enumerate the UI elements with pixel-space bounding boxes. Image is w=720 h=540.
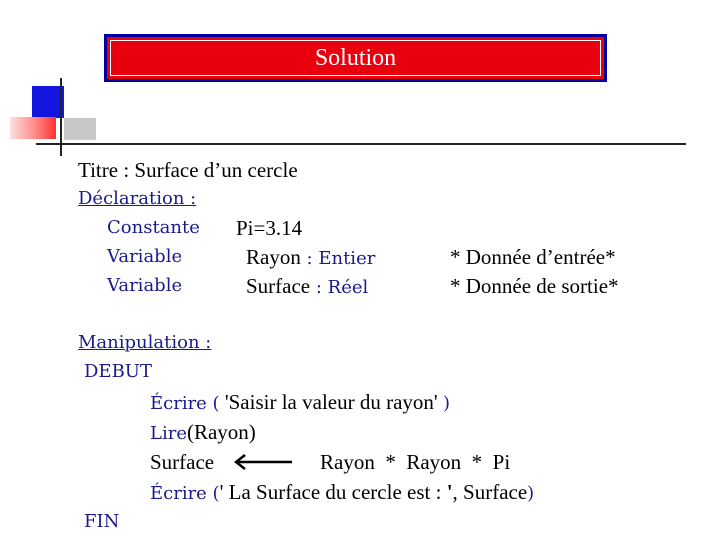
- ecrire1-close: ): [442, 393, 450, 414]
- ecrire1-text: 'Saisir la valeur du rayon': [219, 390, 443, 414]
- variable-decl-2: [246, 274, 368, 300]
- deco-gray-square: [64, 118, 96, 140]
- affect-target: Surface: [150, 450, 215, 474]
- manipulation-label: Manipulation :: [78, 332, 212, 353]
- var2-comment: * Donnée de sortie*: [450, 274, 619, 298]
- var1-sep: :: [300, 248, 319, 269]
- var1-comment: * Donnée d’entrée*: [450, 245, 616, 269]
- deco-pink-square: [10, 117, 56, 139]
- var1-type: Entier: [318, 248, 376, 269]
- lire-line: [150, 420, 256, 446]
- ecrire1-keyword: Écrire (: [150, 393, 220, 414]
- declaration-label: Déclaration :: [78, 188, 197, 209]
- var1-name: Rayon: [246, 245, 301, 269]
- debut-keyword: DEBUT: [84, 361, 152, 382]
- var2-sep: :: [310, 277, 328, 298]
- ecrire2-quote: ': [446, 480, 453, 504]
- ecrire2-rest: , Surface: [452, 480, 528, 504]
- ecrire2-keyword: Écrire (: [150, 483, 220, 504]
- titre-line: Titre : Surface d’un cercle: [78, 158, 298, 182]
- ecrire-line-2: [150, 480, 534, 506]
- variable-keyword-2: Variable: [107, 275, 183, 296]
- deco-horizontal-line: [36, 143, 686, 145]
- variable-decl-1: [246, 245, 375, 271]
- title-banner: [104, 34, 607, 82]
- affect-expression: Rayon * Rayon * Pi: [320, 450, 511, 474]
- ecrire2-close: ): [527, 483, 535, 504]
- fin-keyword: FIN: [84, 511, 120, 532]
- ecrire2-text: ' La Surface du cercle est :: [219, 480, 447, 504]
- var2-type: Réel: [327, 277, 369, 298]
- variable-keyword-1: Variable: [107, 246, 183, 267]
- constante-keyword: Constante: [107, 217, 200, 238]
- ecrire-line-1: [150, 390, 450, 416]
- assign-arrow-icon: [232, 452, 294, 472]
- banner-title: Solution: [110, 40, 601, 76]
- var2-name: Surface: [246, 274, 311, 298]
- constante-value: Pi=3.14: [236, 216, 303, 240]
- lire-text: (Rayon): [186, 420, 256, 444]
- lire-keyword: Lire: [150, 423, 187, 444]
